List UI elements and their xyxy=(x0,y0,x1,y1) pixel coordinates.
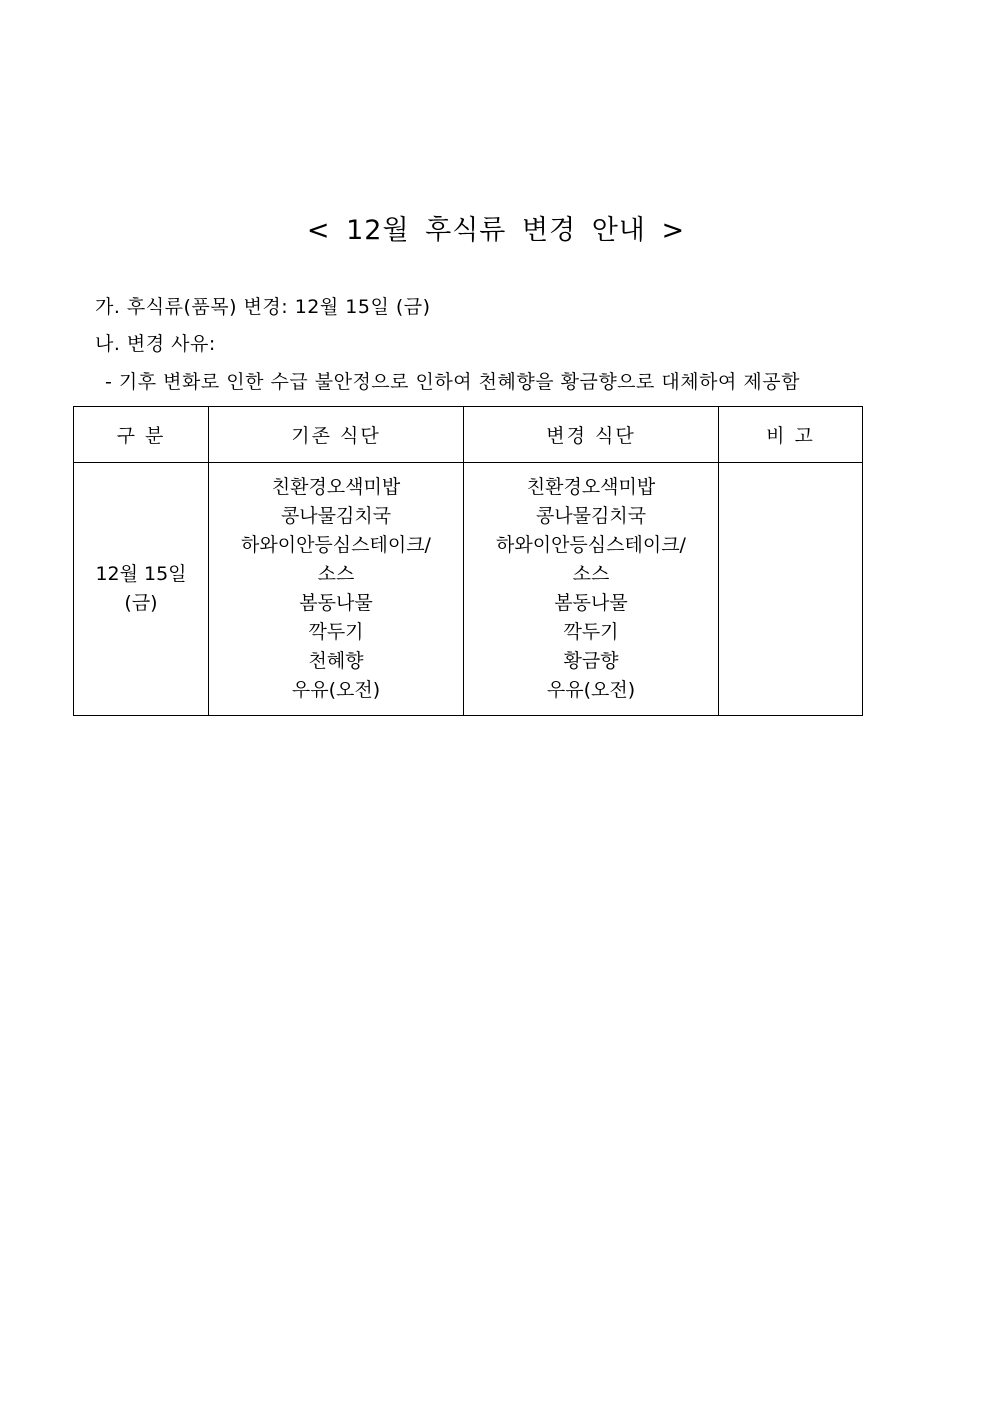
list-item: 봄동나물 xyxy=(299,592,373,614)
list-item: 콩나물김치국 xyxy=(535,505,647,527)
change-date-line: 가. 후식류(품목) 변경: 12월 15일 (금) xyxy=(95,296,431,318)
existing-menu-list xyxy=(209,473,463,705)
list-item: 깍두기 xyxy=(308,621,364,643)
date-cell xyxy=(74,463,209,716)
list-item: 소스 xyxy=(572,563,610,585)
list-item: 천혜향 xyxy=(308,650,364,672)
list-item: 우유(오전) xyxy=(291,679,381,701)
table-row xyxy=(74,463,863,716)
table-header-row xyxy=(74,407,863,463)
menu-change-table xyxy=(73,406,863,716)
weekday-text: (금) xyxy=(124,592,158,614)
header-existing-menu: 기존 식단 xyxy=(209,407,464,463)
header-changed-menu: 변경 식단 xyxy=(464,407,719,463)
list-item: 우유(오전) xyxy=(546,679,636,701)
list-item: 소스 xyxy=(317,563,355,585)
list-item: 콩나물김치국 xyxy=(280,505,392,527)
existing-menu-cell xyxy=(209,463,464,716)
list-item: 깍두기 xyxy=(563,621,619,643)
change-reason-heading: 나. 변경 사유: xyxy=(95,333,216,355)
changed-menu-list xyxy=(464,473,718,705)
document-title: < 12월 후식류 변경 안내 > xyxy=(306,215,686,246)
change-reason-text: - 기후 변화로 인한 수급 불안정으로 인하여 천혜향을 황금향으로 대체하여 제공함 xyxy=(105,371,800,393)
date-text: 12월 15일 xyxy=(95,563,187,585)
header-note: 비 고 xyxy=(719,407,863,463)
changed-menu-cell xyxy=(464,463,719,716)
list-item: 하와이안등심스테이크/ xyxy=(496,534,686,556)
list-item: 친환경오색미밥 xyxy=(271,476,401,498)
header-category: 구 분 xyxy=(74,407,209,463)
list-item: 황금향 xyxy=(563,650,619,672)
list-item: 하와이안등심스테이크/ xyxy=(241,534,431,556)
list-item: 봄동나물 xyxy=(554,592,628,614)
list-item: 친환경오색미밥 xyxy=(526,476,656,498)
note-cell xyxy=(719,463,863,716)
